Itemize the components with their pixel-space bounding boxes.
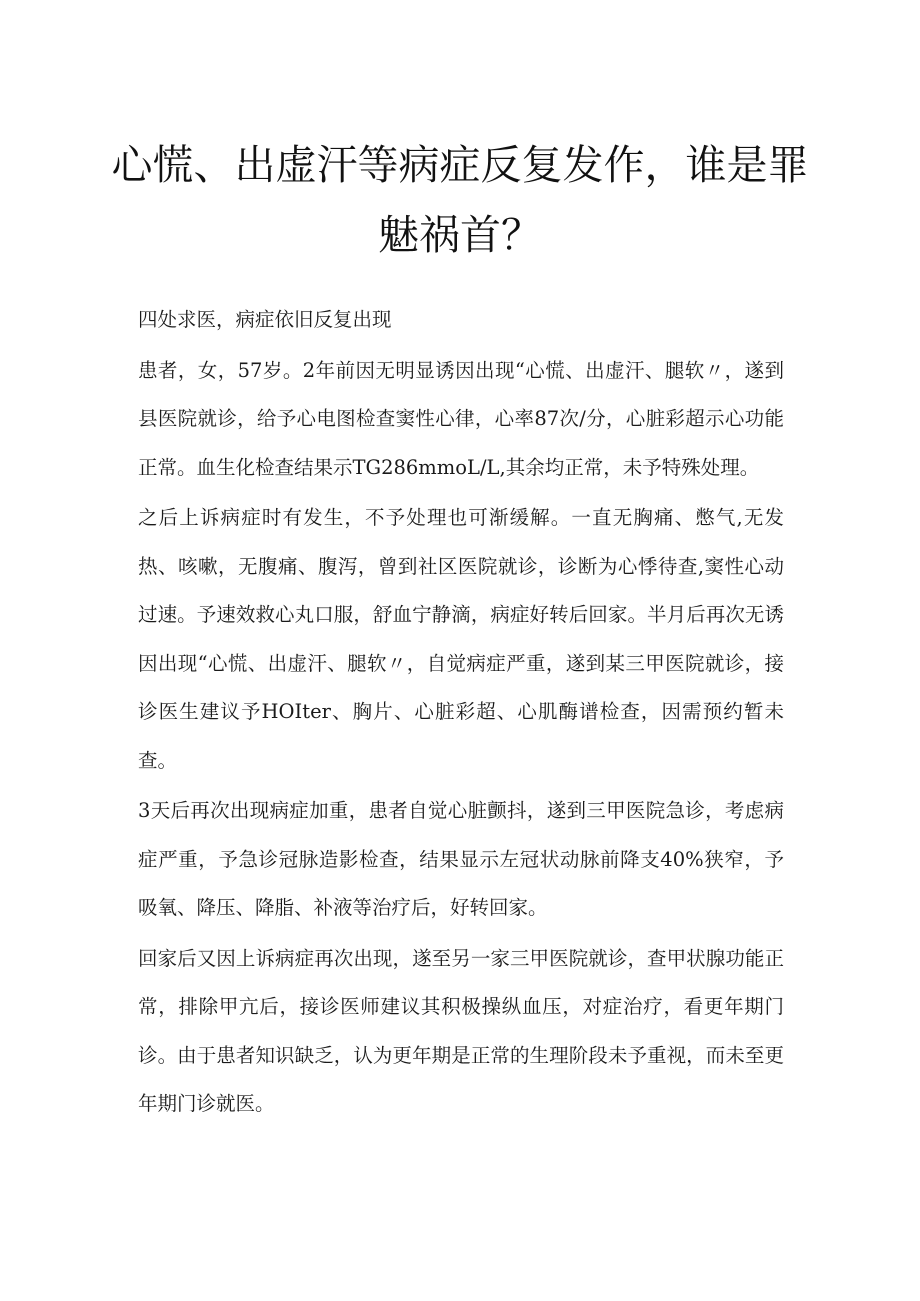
paragraph-patient-history: 患者，女，57岁。2年前因无明显诱因出现“心慌、出虚汗、腿软〃，遂到县医院就诊，给予心电图检查窦性心律，心率87次/分，心脏彩超示心功能正常。血生化检查结果示TG286mmoL/L,其余均正常，未予特殊处理。 [138,358,784,479]
paragraph-thyroid-menopause: 回家后又因上诉病症再次出现，遂至另一家三甲医院就诊，查甲状腺功能正常，排除甲亢后，接诊医师建议其积极操纵血压，对症治疗，看更年期门诊。由于患者知识缺乏，认为更年期是正常的生理阶段未予重视，而未至更年期门诊就医。 [138,946,784,1115]
paragraph-community-clinic: 之后上诉病症时有发生，不予处理也可渐缓解。一直无胸痛、憋气,无发热、咳嗽，无腹痛、腹泻，曾到社区医院就诊，诊断为心悸待查,窦性心动过速。予速效救心丸口服，舒血宁静滴，病症好转后回家。半月后再次无诱因出现“心慌、出虚汗、腿软〃，自觉病症严重，遂到某三甲医院就诊，接诊医生建议予HOIter、胸片、心脏彩超、心肌酶谱检查，因需预约暂未查。 [138,506,784,772]
paragraph-emergency-angiography: 3天后再次出现病症加重，患者自觉心脏颤抖，遂到三甲医院急诊，考虑病症严重，予急诊冠脉造影检查，结果显示左冠状动脉前降支40%狭窄，予吸氧、降压、降脂、补液等治疗后，好转回家。 [138,799,784,919]
document-title: 心慌、出虚汗等病症反复发作，谁是罪魅祸首？ [111,141,809,259]
section-heading: 四处求医，病症依旧反复出现 [138,308,392,331]
document-body [138,296,784,1131]
